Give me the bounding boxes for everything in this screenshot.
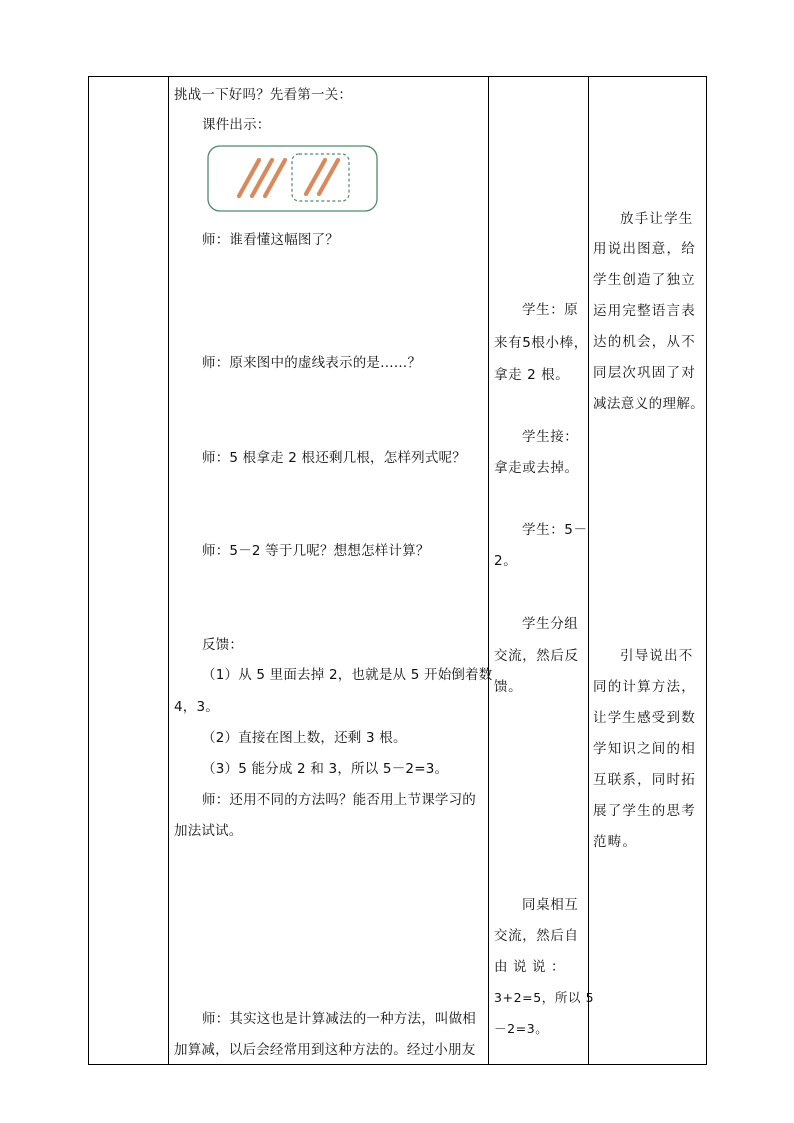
design-note-1-line-2: 用说出图意，给 (593, 241, 696, 257)
feedback-item-1-cont: 4，3。 (174, 699, 219, 715)
column-divider-1 (168, 76, 169, 1065)
student-answer-4: 学生分组 (522, 616, 579, 632)
student-answer-2: 学生接： (522, 429, 579, 445)
design-note-2-line-2: 同的计算方法， (593, 679, 696, 695)
feedback-item-2: （2）直接在图上数，还剩 3 根。 (202, 730, 407, 746)
teacher-question-2: 师：原来图中的虚线表示的是……？ (202, 355, 422, 371)
design-note-1-line-4: 运用完整语言表 (593, 303, 696, 319)
student-answer-3: 学生：5－ (522, 522, 588, 538)
design-note-1-line-3: 学生创造了独立 (593, 272, 696, 288)
feedback-item-3: （3）5 能分成 2 和 3，所以 5－2=3。 (202, 761, 449, 777)
student-answer-4-line-2: 交流，然后反 (494, 648, 579, 664)
teacher-question-5-cont: 加法试试。 (174, 823, 243, 839)
teacher-summary: 师：其实这也是计算减法的一种方法，叫做相 (202, 1011, 476, 1027)
teacher-question-1: 师：谁看懂这幅图了？ (202, 232, 339, 248)
student-answer-1-line-3: 拿走 2 根。 (494, 367, 570, 383)
student-answer-5-line-3: 由 说 说 ： (494, 959, 566, 975)
design-note-1: 放手让学生 (620, 211, 694, 227)
design-note-1-line-7: 减法意义的理解。 (593, 396, 705, 412)
design-note-2-line-5: 互联系，同时拓 (593, 772, 696, 788)
table-left-border (88, 76, 89, 1065)
courseware-label: 课件出示： (202, 117, 271, 133)
column-divider-2 (488, 76, 489, 1065)
design-note-2-line-3: 让学生感受到数 (593, 710, 696, 726)
design-note-1-line-5: 达的机会，从不 (593, 334, 696, 350)
teacher-question-3: 师：5 根拿走 2 根还剩几根，怎样列式呢？ (202, 450, 466, 466)
table-right-border (706, 76, 707, 1065)
design-note-2-line-7: 范畴。 (593, 834, 638, 850)
teacher-line: 挑战一下好吗？先看第一关： (174, 87, 353, 103)
teacher-summary-cont: 加算减，以后会经常用到这种方法的。经过小朋友 (174, 1042, 476, 1058)
student-answer-3-line-2: 2。 (494, 553, 518, 569)
table-top-border (88, 76, 707, 77)
student-answer-5: 同桌相互 (522, 897, 579, 913)
teacher-question-4: 师：5－2 等于几呢？想想怎样计算？ (202, 543, 430, 559)
design-note-2: 引导说出不 (620, 648, 694, 664)
feedback-item-1: （1）从 5 里面去掉 2，也就是从 5 开始倒着数 (202, 667, 493, 683)
teacher-question-5: 师：还用不同的方法吗？能否用上节课学习的 (202, 792, 476, 808)
student-answer-5-line-4: 3+2=5，所以 5 (494, 990, 595, 1005)
design-note-2-line-4: 学知识之间的相 (593, 741, 696, 757)
student-answer-5-line-5: －2=3。 (494, 1021, 549, 1036)
student-answer-1-line-2: 来有5根小棒， (494, 335, 588, 351)
column-divider-3 (588, 76, 589, 1065)
student-answer-5-line-2: 交流，然后自 (494, 928, 579, 944)
table-bottom-border (88, 1064, 707, 1065)
feedback-label: 反馈： (202, 637, 244, 653)
sticks-illustration (207, 145, 379, 213)
student-answer-2-line-2: 拿走或去掉。 (494, 460, 579, 476)
design-note-1-line-6: 同层次巩固了对 (593, 365, 696, 381)
design-note-2-line-6: 展了学生的思考 (593, 803, 696, 819)
student-answer-1: 学生：原 (522, 302, 579, 318)
student-answer-4-line-3: 馈。 (494, 679, 523, 695)
